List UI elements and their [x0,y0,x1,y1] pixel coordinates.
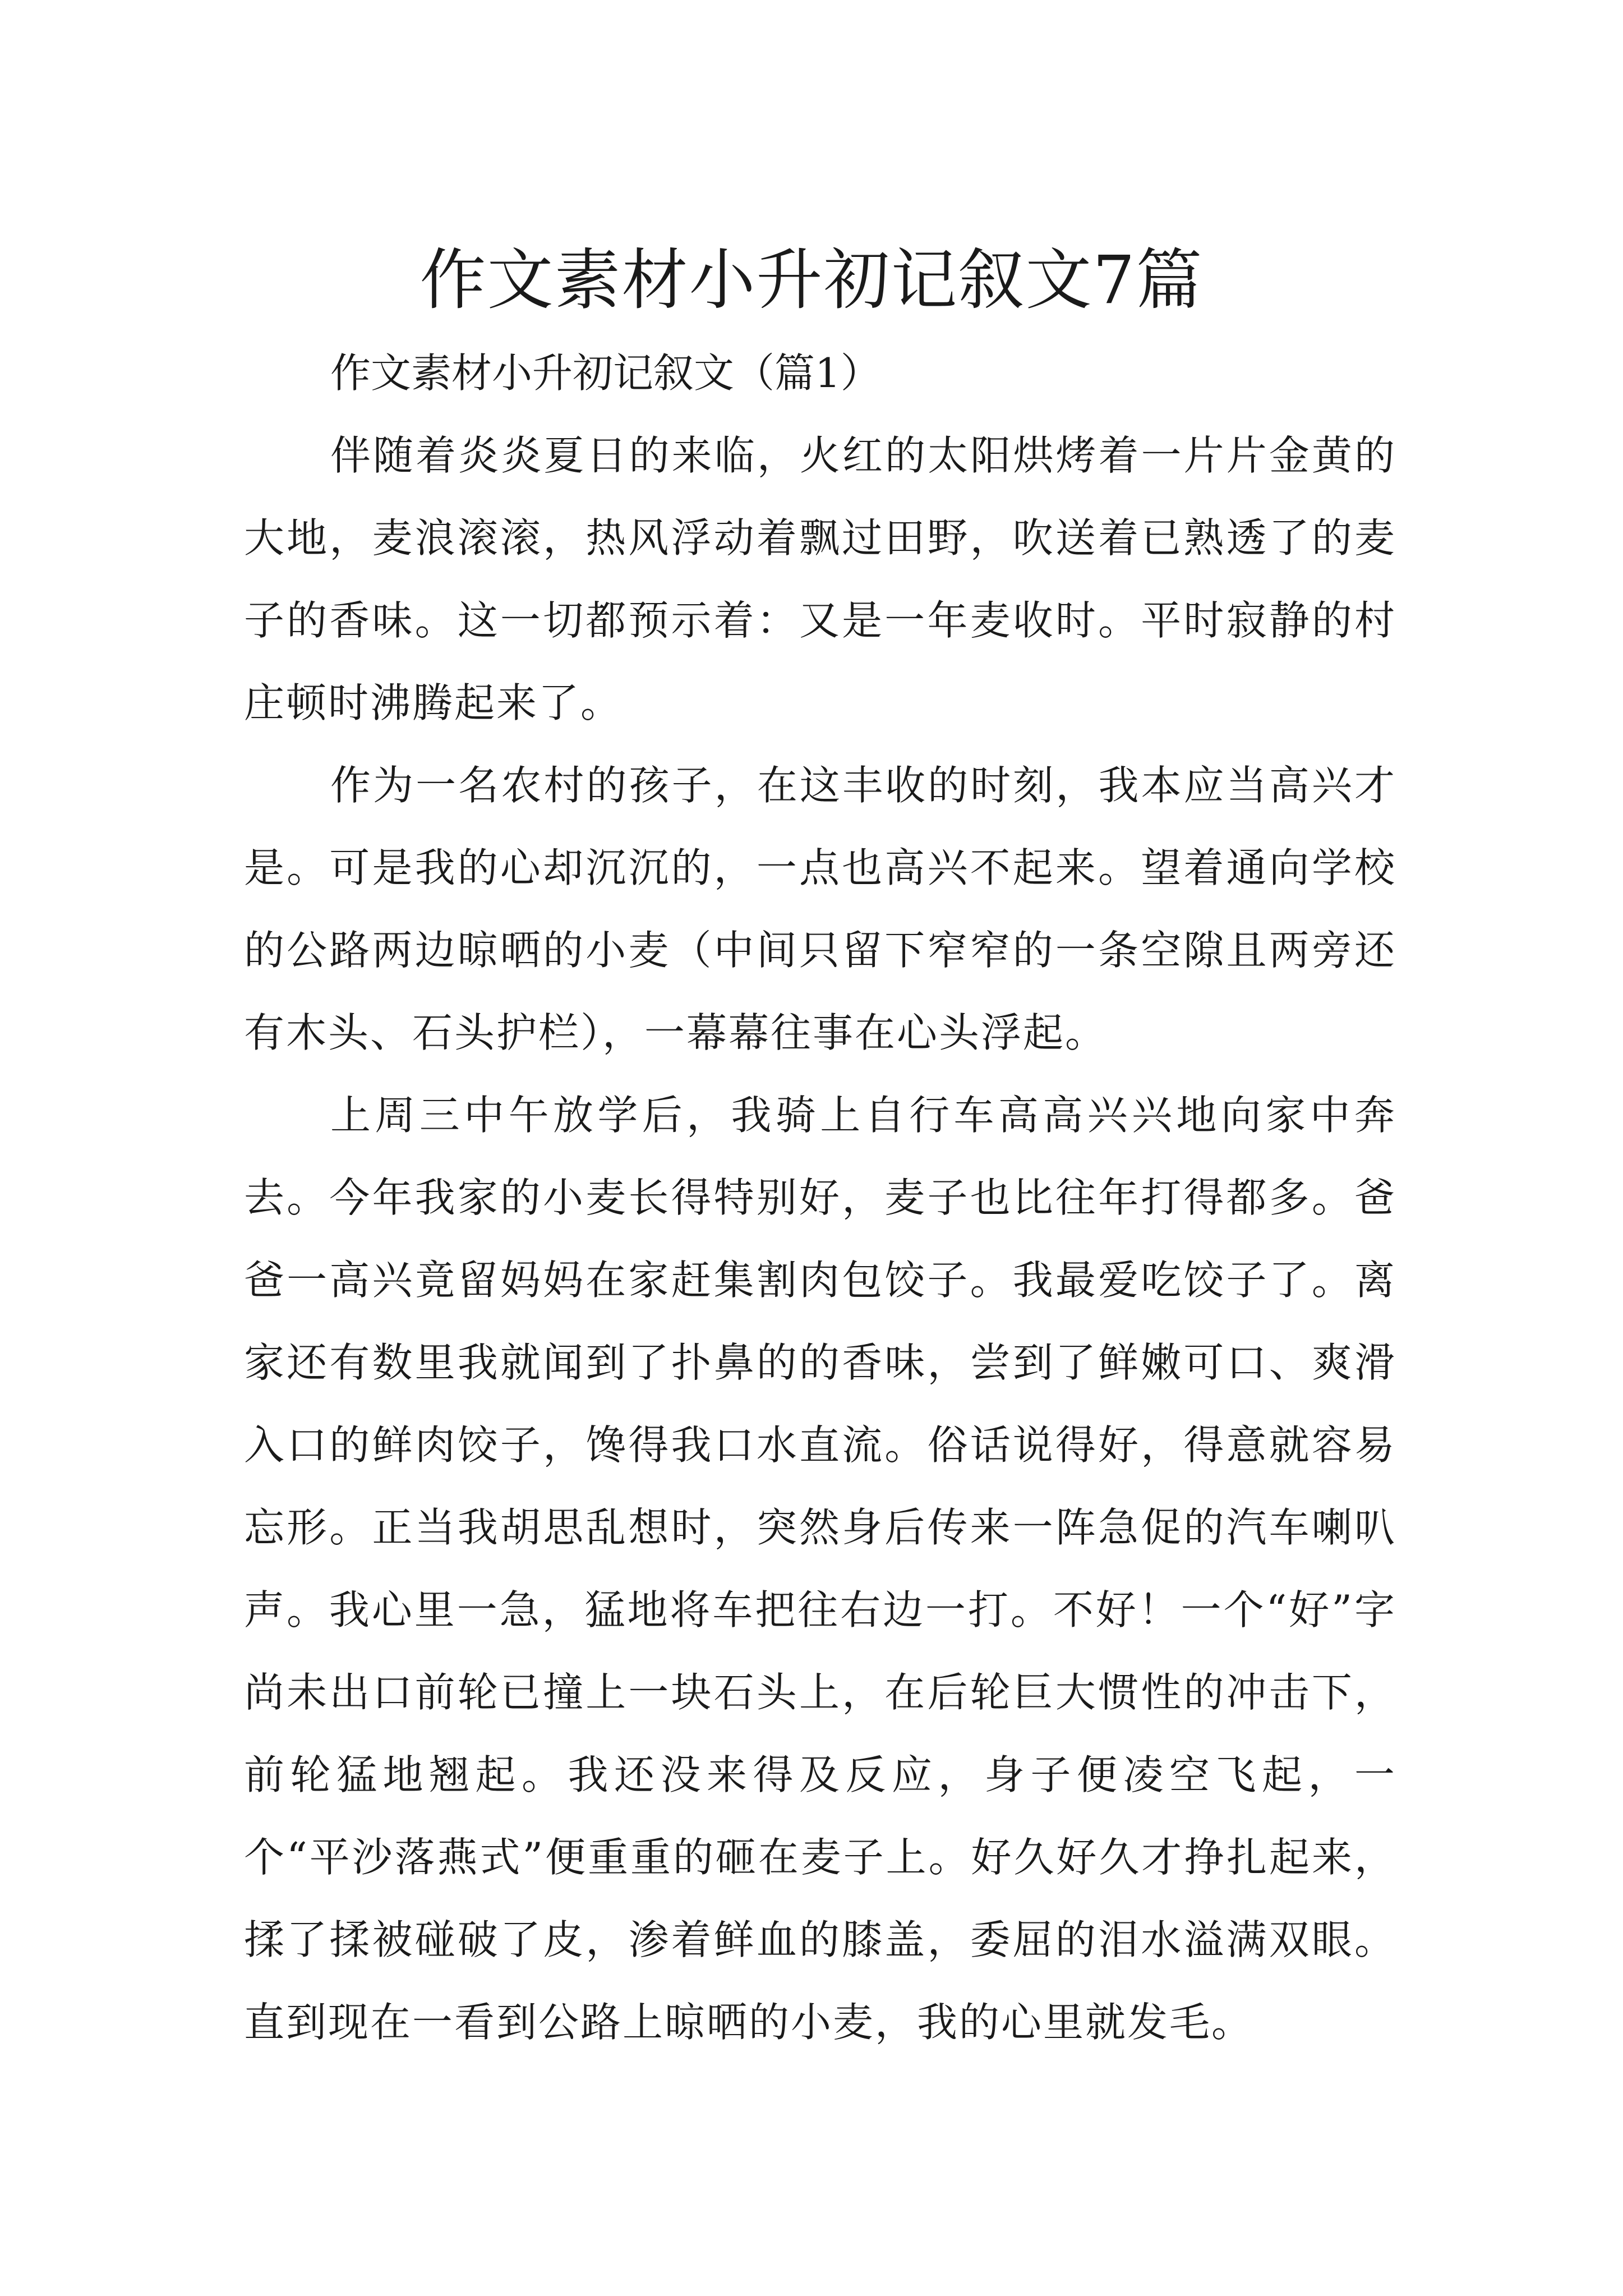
paragraph: 作为一名农村的孩子，在这丰收的时刻，我本应当高兴才是。可是我的心却沉沉的，一点也高兴不起来。望着通向学校的公路两边晾晒的小麦（中间只留下窄窄的一条空隙且两旁还有木头、石头护栏），一幕幕往事在心头浮起。 [244,762,1396,1056]
document-body [244,332,1396,2064]
section-heading: 作文素材小升初记叙文（篇1） [330,349,881,397]
paragraph: 伴随着炎炎夏日的来临，火红的太阳烘烤着一片片金黄的大地，麦浪滚滚，热风浮动着飘过田野，吹送着已熟透了的麦子的香味。这一切都预示着：又是一年麦收时。平时寂静的村庄顿时沸腾起来了。 [244,432,1396,726]
paragraph: 上周三中午放学后，我骑上自行车高高兴兴地向家中奔去。今年我家的小麦长得特别好，麦子也比往年打得都多。爸爸一高兴竟留妈妈在家赶集割肉包饺子。我最爱吃饺子了。离家还有数里我就闻到了扑鼻的的香味，尝到了鲜嫩可口、爽滑入口的鲜肉饺子，馋得我口水直流。俗话说得好，得意就容易忘形。正当我胡思乱想时，突然身后传来一阵急促的汽车喇叭声。我心里一急，猛地将车把往右边一打。不好！一个“好”字尚未出口前轮已撞上一块石头上，在后轮巨大惯性的冲击下，前轮猛地翘起。我还没来得及反应，身子便凌空飞起，一个“平沙落燕式”便重重的砸在麦子上。好久好久才挣扎起来，揉了揉被碰破了皮，渗着鲜血的膝盖，委屈的泪水溢满双眼。直到现在一看到公路上晾晒的小麦，我的心里就发毛。 [244,1092,1396,2046]
document-title: 作文素材小升初记叙文7篇 [419,241,1204,319]
